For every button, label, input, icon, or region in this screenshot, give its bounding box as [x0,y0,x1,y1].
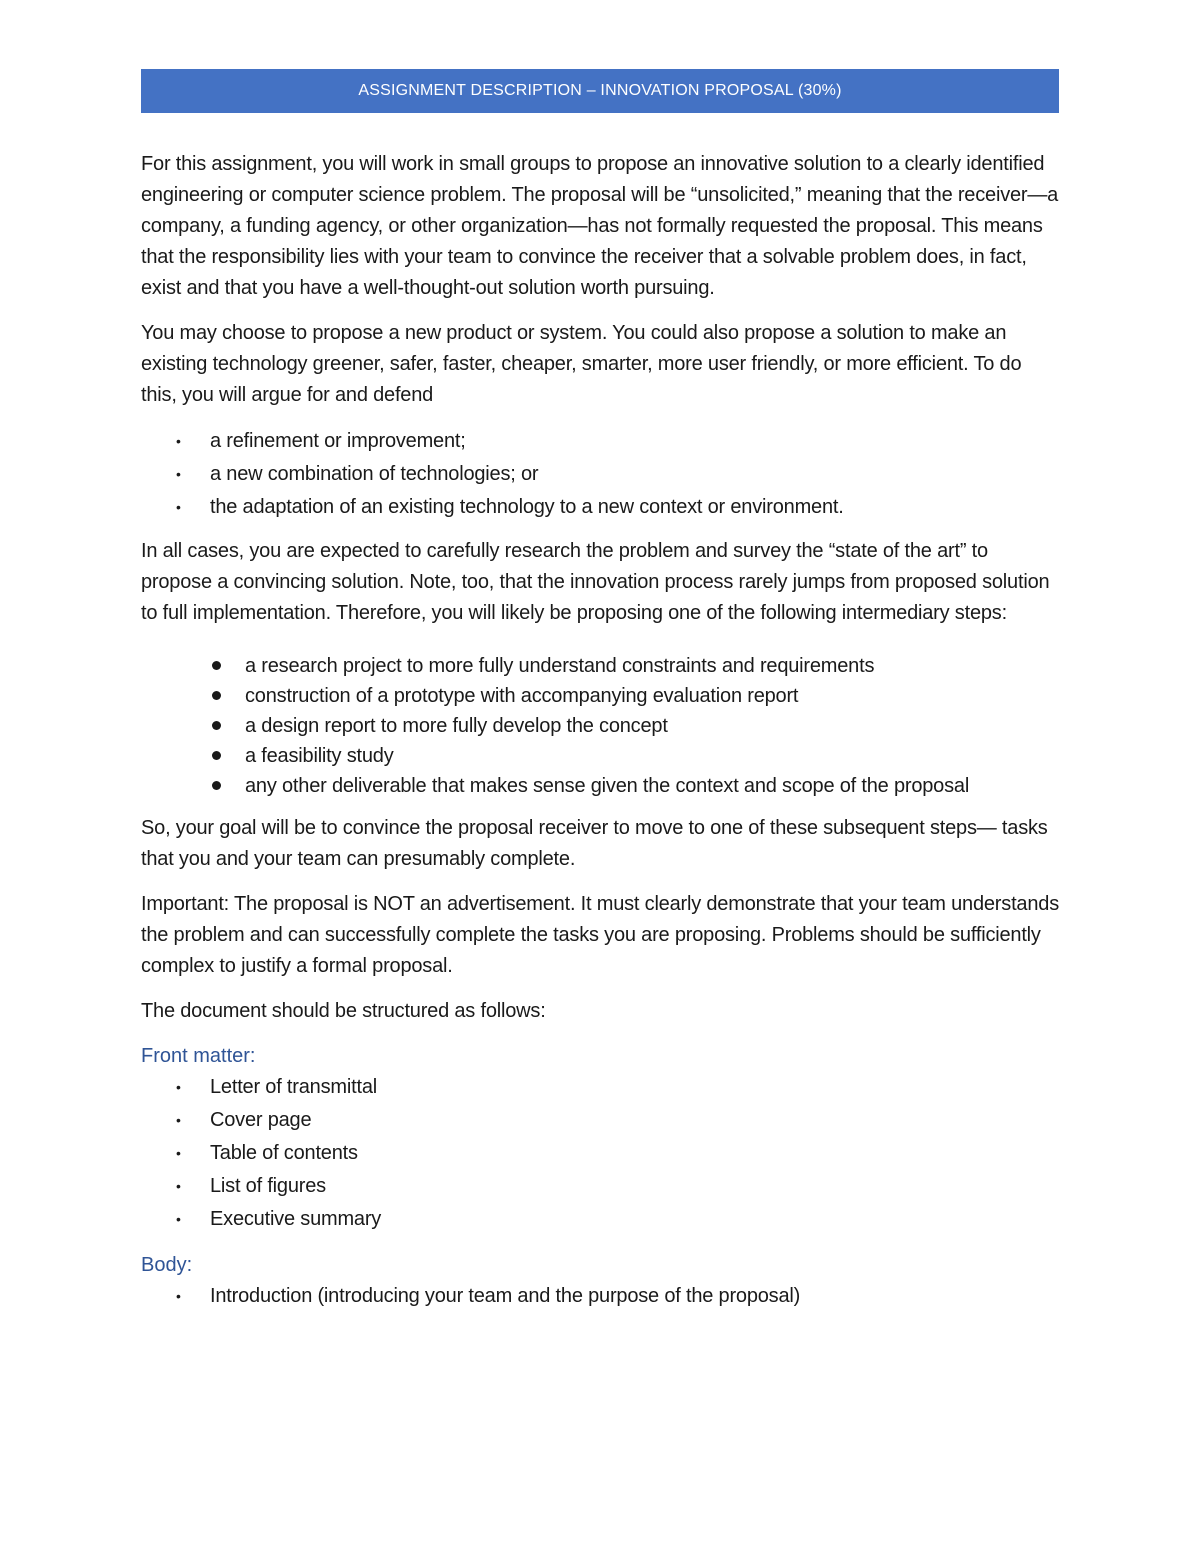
list-item: a design report to more fully develop the concept [141,711,1059,741]
bullet-icon [212,661,221,670]
bullet-icon: • [176,1178,181,1194]
goal-paragraph: So, your goal will be to convince the proposal receiver to move to one of these subsequent steps— tasks that you and your team can presumably complete. [141,817,1048,870]
front-matter-heading: Front matter: [141,1045,256,1067]
body-heading: Body: [141,1254,193,1276]
body-list [141,1280,1059,1313]
bullet-icon: • [176,1145,181,1161]
list-item: a feasibility study [141,741,1059,771]
intermediary-steps-list [141,651,1059,801]
list-item: • a refinement or improvement; [141,425,1059,458]
bullet-icon: • [176,1112,181,1128]
bullet-icon [212,751,221,760]
list-item: • Introduction (introducing your team and the purpose of the proposal) [141,1280,1059,1313]
important-paragraph: Important: The proposal is NOT an advertisement. It must clearly demonstrate that your team understands the problem and can successfully complete the tasks you are proposing. Problems should be sufficiently complex to justify a formal proposal. [141,893,1059,977]
bullet-icon: • [176,499,181,515]
assignment-title-bar [141,69,1059,113]
list-item: • Letter of transmittal [141,1071,1059,1104]
bullet-icon: • [176,466,181,482]
bullet-icon: • [176,1211,181,1227]
bullet-icon [212,691,221,700]
bullet-icon [212,721,221,730]
structure-paragraph: The document should be structured as follows: [141,1000,546,1022]
list-item: • Executive summary [141,1203,1059,1236]
document-page [141,69,1059,1327]
list-item: a research project to more fully understand constraints and requirements [141,651,1059,681]
research-paragraph: In all cases, you are expected to carefully research the problem and survey the “state of the art” to propose a convincing solution. Note, too, that the innovation process rarely jumps from proposed solution to full implementation. Therefore, you will likely be proposing one of the following intermediary steps: [141,540,1050,624]
list-item: • a new combination of technologies; or [141,458,1059,491]
bullet-icon [212,781,221,790]
innovation-types-list [141,425,1059,524]
front-matter-list [141,1071,1059,1236]
list-item: • Cover page [141,1104,1059,1137]
bullet-icon: • [176,433,181,449]
bullet-icon: • [176,1288,181,1304]
list-item: any other deliverable that makes sense given the context and scope of the proposal [141,771,1059,801]
list-item: • the adaptation of an existing technology to a new context or environment. [141,491,1059,524]
bullet-icon: • [176,1079,181,1095]
assignment-title: ASSIGNMENT DESCRIPTION – INNOVATION PROPOSAL (30%) [358,82,842,99]
list-item: • List of figures [141,1170,1059,1203]
list-item: construction of a prototype with accompanying evaluation report [141,681,1059,711]
intro-paragraph: For this assignment, you will work in small groups to propose an innovative solution to a clearly identified engineering or computer science problem. The proposal will be “unsolicited,” meaning that the receiver—a company, a funding agency, or other organization—has not formally requested the proposal. This means that the responsibility lies with your team to convince the receiver that a solvable problem does, in fact, exist and that you have a well-thought-out solution worth pursuing. [141,153,1059,299]
options-paragraph: You may choose to propose a new product or system. You could also propose a solution to make an existing technology greener, safer, faster, cheaper, smarter, more user friendly, or more efficient. To do this, you will argue for and defend [141,322,1022,406]
list-item: • Table of contents [141,1137,1059,1170]
